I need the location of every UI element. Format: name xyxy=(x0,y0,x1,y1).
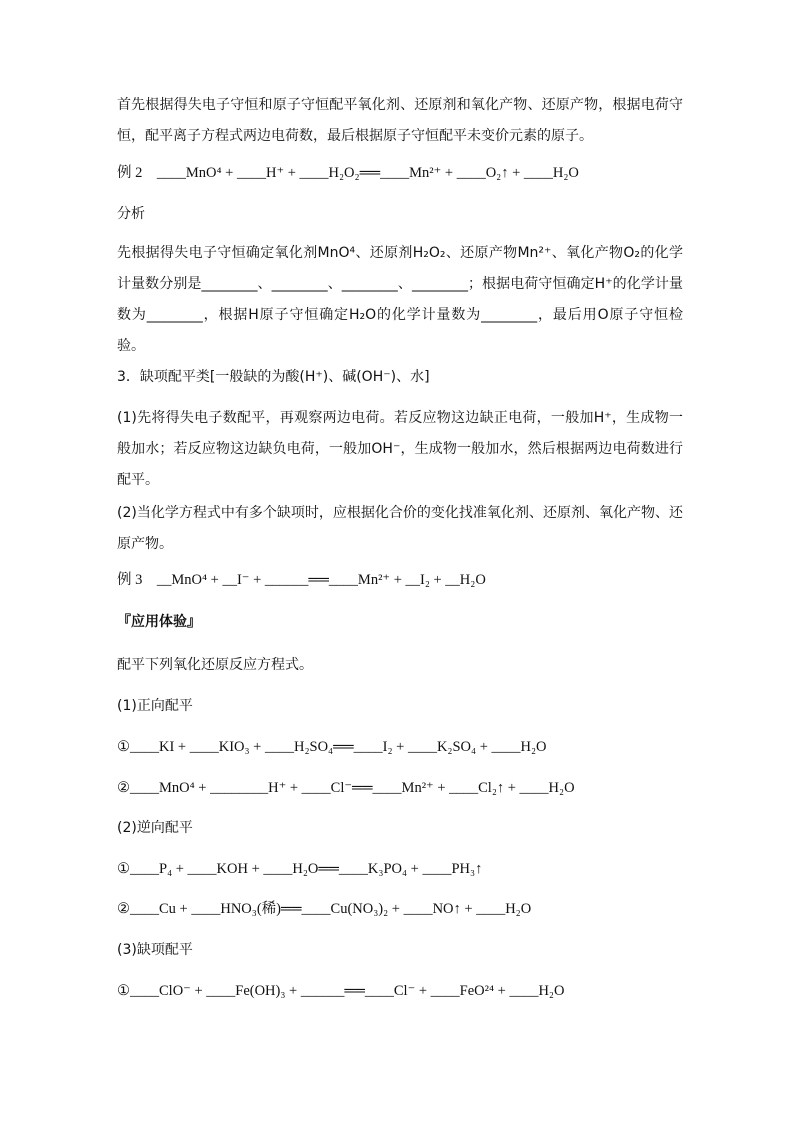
intro-paragraph: 首先根据得失电子守恒和原子守恒配平氧化剂、还原剂和氧化产物、还原产物，根据电荷守恒，配平离子方程式两边电荷数，最后根据原子守恒配平未变价元素的原子。 xyxy=(117,97,683,144)
application-heading xyxy=(117,607,683,638)
reverse-balancing-title: (2)逆向配平 xyxy=(117,820,193,836)
heading-close-bracket: 』 xyxy=(187,614,201,630)
heading-open-bracket: 『 xyxy=(117,614,131,630)
section-3-title: 3．缺项配平类[一般缺的为酸(H⁺)、碱(OH⁻)、水] xyxy=(117,369,430,385)
heading-text: 应用体验 xyxy=(131,614,187,630)
reverse-equation-2: ②____Cu + ____HNO₃(稀)══____Cu(NO₃)₂ + ____NO↑ + ____H₂O xyxy=(117,901,532,917)
example-2-equation: 例 2 ____MnO⁴ + ____H⁺ + ____H₂O₂══____Mn²⁺ + ____O₂↑ + ____H₂O xyxy=(117,165,579,181)
application-instruction: 配平下列氧化还原反应方程式。 xyxy=(117,657,313,673)
forward-balancing-title: (1)正向配平 xyxy=(117,698,193,714)
analysis-paragraph: 先根据得失电子守恒确定氧化剂MnO⁴、还原剂H₂O₂、还原产物Mn²⁺、氧化产物O₂的化学计量数分别是________、________、________、________；根据电荷守恒确定H⁺的化学计量数为________，根据H原子守恒确定H₂O的化学计量数为________，最后用O原子守恒检验。 xyxy=(117,245,683,354)
section-3-point-2: (2)当化学方程式中有多个缺项时，应根据化合价的变化找准氧化剂、还原剂、氧化产物、还原产物。 xyxy=(117,505,683,552)
reverse-equation-1: ①____P₄ + ____KOH + ____H₂O══____K₃PO₄ + ____PH₃↑ xyxy=(117,861,483,877)
analysis-label: 分析 xyxy=(117,206,145,222)
section-3-point-1: (1)先将得失电子数配平，再观察两边电荷。若反应物这边缺正电荷，一般加H⁺，生成物一般加水；若反应物这边缺负电荷，一般加OH⁻，生成物一般加水，然后根据两边电荷数进行配平。 xyxy=(117,410,683,488)
example-3-equation: 例 3 __MnO⁴ + __I⁻ + ______══____Mn²⁺ + __I₂ + __H₂O xyxy=(117,572,486,588)
forward-equation-1: ①____KI + ____KIO₃ + ____H₂SO₄══____I₂ + ____K₂SO₄ + ____H₂O xyxy=(117,739,547,755)
forward-equation-2: ②____MnO⁴ + ________H⁺ + ____Cl⁻══____Mn²⁺ + ____Cl₂↑ + ____H₂O xyxy=(117,780,575,796)
missing-term-balancing-title: (3)缺项配平 xyxy=(117,942,193,958)
missing-term-equation-1: ①____ClO⁻ + ____Fe(OH)₃ + ______══____Cl⁻ + ____FeO²⁴ + ____H₂O xyxy=(117,983,565,999)
